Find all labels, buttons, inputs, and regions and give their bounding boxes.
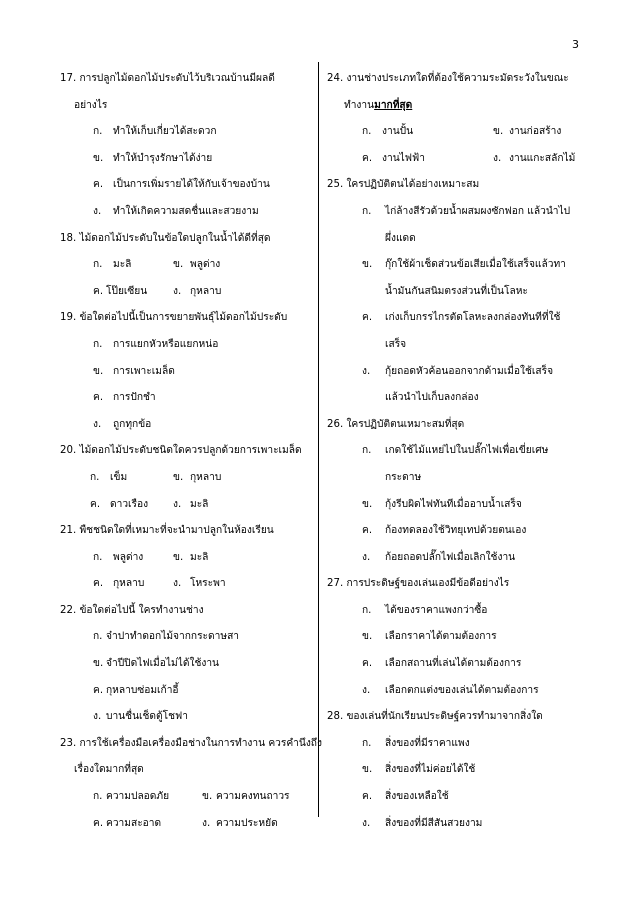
- option-26-c: ค. ก้องทดลองใช้วิทยุเทปด้วยตนเอง: [362, 525, 527, 537]
- option-26-b: ข. กุ้งรีบผิดไฟทันทีเมื่ออาบน้ำเสร็จ: [362, 498, 522, 510]
- question-text: 19. ข้อใดต่อไปนี้เป็นการขยายพันธุ์ไม้ดอกไม้ประดับ: [60, 312, 288, 324]
- question-text: 28. ของเล่นที่นักเรียนประดิษฐ์ควรทำมาจากสิ่งใด: [327, 711, 543, 723]
- question-text: 21. พืชชนิดใดที่เหมาะที่จะนำมาปลูกในห้องเรียน: [60, 525, 274, 537]
- option-25-d: ง. กุ้ยถอดหัวค้อนออกจากด้ามเมื่อใช้เสร็จ: [362, 365, 554, 377]
- question-text: 23. การใช้เครื่องมือเครื่องมือช่างในการทำงาน ควรคำนึงถึง: [60, 737, 322, 749]
- option-17-d: ง. ทำให้เกิดความสดชื่นและสวยงาม: [93, 205, 259, 217]
- options-18-row1: ก. มะลิ ข. พลูด่าง: [93, 259, 221, 271]
- option-19-c: ค. การปักชำ: [93, 392, 156, 404]
- option-22-d: ง. บานชื่นเช็ดตู้โชฟา: [93, 711, 188, 723]
- option-22-a: ก. จ๋าปาทำดอกไม้จากกระดาษสา: [93, 631, 240, 643]
- option-28-d: ง. สิ่งของที่มีสีสันสวยงาม: [362, 817, 483, 829]
- options-21-row1: ก. พลูด่าง ข. มะลิ: [93, 551, 209, 563]
- option-27-d: ง. เลือกตกแต่งของเล่นได้ตามต้องการ: [362, 684, 539, 696]
- options-20-row1: ก. เข็ม ข. กุหลาบ: [90, 471, 222, 483]
- option-22-b: ข. จำปีปิดไฟเมื่อไม่ได้ใช้งาน: [93, 658, 220, 670]
- question-text-cont: อย่างไร: [74, 99, 108, 111]
- question-23: [60, 731, 322, 758]
- question-18: [60, 226, 312, 253]
- options-23-row1: ก. ความปลอดภัย ข. ความคงทนถาวร: [93, 791, 290, 803]
- right-column: 24. งานช่างประเภทใดที่ต้องใช้ความระมัดระวังในขณะ ทำงานมากที่สุด ก. งานปั้น ข. งานก่อสร้าง ค. งานไฟฟ้า ง. งานแกะสลักไม้ 25. ใครปฏิบัติตนได้อย่างเหมาะสม ก. ไก่ล้างสีรัวด้วยน้ำผสมผงซักฟอก แล้วนำไป ผึ่งแดด ข. กุ๊กใช้ผ้าเช็ดส่วนข้อเสียเมื่อใช้เสร็จแล้วทา น้ำมันกันสนิมตรงส่วนที่เป็นโลหะ ค. เก่งเก็บกรรไกรตัดโลหะลงกล่องทันทีที่ใช้ เสร็จ ง. กุ้ยถอดหัวค้อนออกจากด้ามเมื่อใช้เสร็จ แล้วนำไปเก็บลงกล่อง 26. ใครปฏิบัติตนเหมาะสมที่สุด ก. เกดใช้ไม้แหย่ไปในปลั๊กไฟเพื่อเขี่ยเศษ กระดาษ ข. กุ้งรีบผิดไฟทันทีเมื่ออาบน้ำเสร็จ ค. ก้องทดลองใช้วิทยุเทปด้วยตนเอง ง. ก้อยถอดปลั๊กไฟเมื่อเลิกใช้งาน 27. การประดิษฐ์ของเล่นเองมีข้อดีอย่างไร ก. ได้ของราคาแพงกว่าซื้อ ข. เลือกราคาได้ตามต้องการ ค. เลือกสถานที่เล่นได้ตามต้องการ ง. เลือกตกแต่งของเล่นได้ตามต้องการ 28. ของเล่นที่นักเรียนประดิษฐ์ควรทำมาจากสิ่งใด ก. สิ่งของที่มีราคาแพง ข. สิ่งของที่ไม่ค่อยได้ใช้ ค. สิ่งของเหลือใช้ ง. สิ่งของที่มีสีสันสวยงาม: [327, 66, 589, 837]
- question-text: 17. การปลูกไม้ดอกไม้ประดับไว้บริเวณบ้านมีผลดี: [60, 73, 275, 84]
- option-28-b: ข. สิ่งของที่ไม่ค่อยได้ใช้: [362, 764, 476, 776]
- options-21-row2: ค. กุหลาบ ง. โหระพา: [93, 578, 226, 590]
- options-18-row2: ค. โป๊ยเซียน ง. กุหลาบ: [93, 285, 222, 297]
- question-26: [327, 412, 589, 439]
- option-25-a: ก. ไก่ล้างสีรัวด้วยน้ำผสมผงซักฟอก แล้วนำไป: [362, 205, 571, 217]
- options-20-row2: ค. ดาวเรือง ง. มะลิ: [90, 498, 209, 510]
- question-text: 25. ใครปฏิบัติตนได้อย่างเหมาะสม: [327, 179, 480, 191]
- question-21: [60, 518, 312, 545]
- option-17-a: ก. ทำให้เก็บเกี่ยวได้สะดวก: [93, 126, 217, 138]
- option-27-a: ก. ได้ของราคาแพงกว่าซื้อ: [362, 604, 488, 616]
- options-24-row1: ก. งานปั้น ข. งานก่อสร้าง: [362, 126, 562, 138]
- option-19-d: ง. ถูกทุกข้อ: [93, 418, 152, 430]
- emphasis-text: มากที่สุด: [374, 99, 413, 111]
- option-27-b: ข. เลือกราคาได้ตามต้องการ: [362, 631, 497, 643]
- question-27: [327, 571, 589, 598]
- question-text-cont: เรื่องใดมากที่สุด: [74, 764, 144, 776]
- question-22: [60, 598, 312, 625]
- column-divider: [318, 62, 319, 817]
- option-26-a: ก. เกดใช้ไม้แหย่ไปในปลั๊กไฟเพื่อเขี่ยเศษ: [362, 445, 549, 457]
- question-text: 18. ไม้ดอกไม้ประดับในข้อใดปลูกในน้ำได้ดีที่สุด: [60, 232, 271, 244]
- option-28-a: ก. สิ่งของที่มีราคาแพง: [362, 737, 470, 749]
- question-text: 24. งานช่างประเภทใดที่ต้องใช้ความระมัดระวังในขณะ: [327, 73, 569, 84]
- option-17-c: ค. เป็นการเพิ่มรายได้ให้กับเจ้าของบ้าน: [93, 179, 270, 191]
- question-19: [60, 305, 312, 332]
- question-20: [60, 438, 312, 465]
- option-28-c: ค. สิ่งของเหลือใช้: [362, 791, 449, 803]
- question-text: 27. การประดิษฐ์ของเล่นเองมีข้อดีอย่างไร: [327, 578, 510, 590]
- question-text: 20. ไม้ดอกไม้ประดับชนิดใดควรปลูกด้วยการเพาะเมล็ด: [60, 445, 302, 457]
- left-column: [60, 66, 322, 837]
- options-24-row2: ค. งานไฟฟ้า ง. งานแกะสลักไม้: [362, 152, 576, 164]
- option-19-a: ก. การแยกหัวหรือแยกหน่อ: [93, 338, 219, 350]
- option-19-b: ข. การเพาะเมล็ด: [93, 365, 175, 377]
- option-17-b: ข. ทำให้บำรุงรักษาได้ง่าย: [93, 152, 213, 164]
- option-25-c: ค. เก่งเก็บกรรไกรตัดโลหะลงกล่องทันทีที่ใช้: [362, 312, 561, 324]
- option-22-c: ค. กุหลาบซ่อมเก้าอี้: [93, 684, 179, 696]
- question-text: 26. ใครปฏิบัติตนเหมาะสมที่สุด: [327, 418, 465, 430]
- question-28: [327, 704, 589, 731]
- page-number: 3: [572, 38, 579, 51]
- option-27-c: ค. เลือกสถานที่เล่นได้ตามต้องการ: [362, 658, 522, 670]
- question-25: [327, 172, 589, 199]
- question-17: [60, 66, 312, 93]
- question-text-cont: ทำงานมากที่สุด: [344, 99, 413, 111]
- options-23-row2: ค. ความสะอาด ง. ความประหยัด: [93, 817, 278, 829]
- question-24: [327, 66, 589, 93]
- question-text: 22. ข้อใดต่อไปนี้ ใครทำงานช่าง: [60, 604, 204, 616]
- option-26-d: ง. ก้อยถอดปลั๊กไฟเมื่อเลิกใช้งาน: [362, 551, 516, 563]
- option-25-b: ข. กุ๊กใช้ผ้าเช็ดส่วนข้อเสียเมื่อใช้เสร็จแล้วทา: [362, 259, 566, 271]
